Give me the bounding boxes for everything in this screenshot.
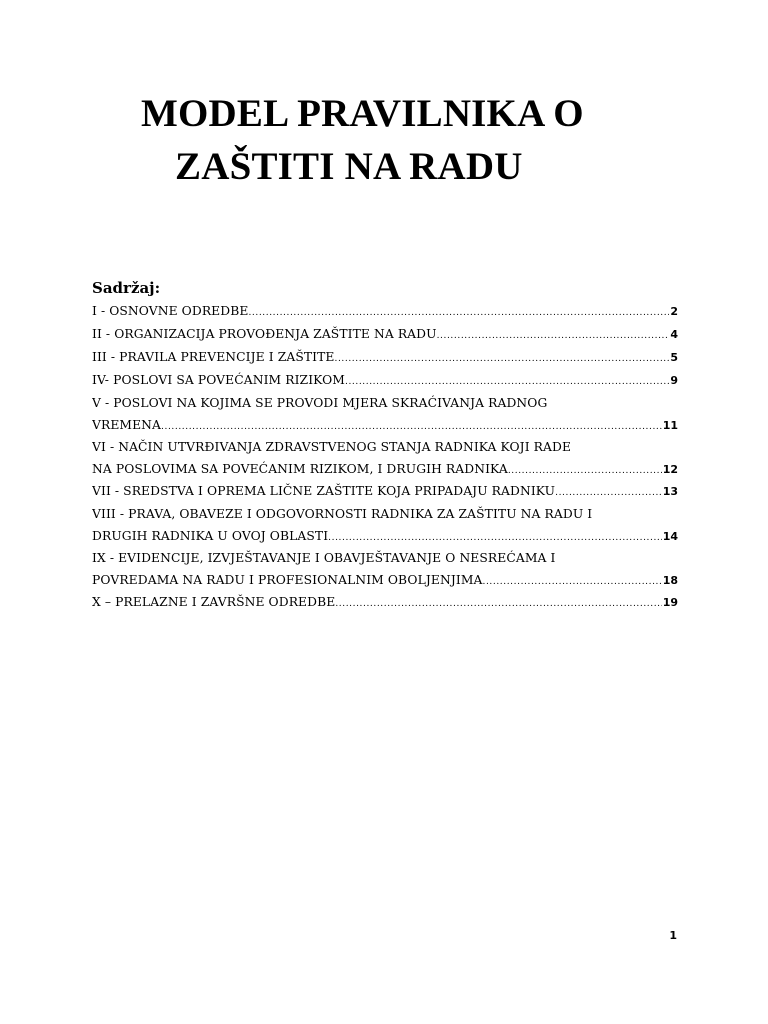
toc-page-number: 5 xyxy=(670,351,678,364)
toc-entry[interactable] xyxy=(92,591,678,613)
toc-entry[interactable] xyxy=(92,369,678,391)
toc-page-number: 4 xyxy=(670,328,678,341)
toc-dot-leader xyxy=(335,593,661,613)
page-number: 1 xyxy=(669,929,677,942)
toc-entry[interactable] xyxy=(92,323,678,345)
toc-entry[interactable] xyxy=(92,436,678,480)
toc-entry[interactable] xyxy=(92,480,678,502)
toc-entry-text: DRUGIH RADNIKA U OVOJ OBLASTI xyxy=(92,529,329,543)
toc-entry[interactable] xyxy=(92,392,678,436)
toc-page-number: 13 xyxy=(662,485,678,498)
toc-entry[interactable] xyxy=(92,503,678,547)
toc-dot-leader xyxy=(248,302,669,322)
toc-entry-text: VI - NAČIN UTVRĐIVANJA ZDRAVSTVENOG STANJA RADNIKA KOJI RADE xyxy=(92,440,572,454)
toc-dot-leader xyxy=(483,571,662,591)
toc-entry[interactable] xyxy=(92,300,678,322)
toc-entry-text: IX - EVIDENCIJE, IZVJEŠTAVANJE I OBAVJEŠTAVANJE O NESREĆAMA I xyxy=(92,551,556,565)
toc-entry-text: VII - SREDSTVA I OPREMA LIČNE ZAŠTITE KOJA PRIPADAJU RADNIKU xyxy=(92,484,556,498)
toc-dot-leader xyxy=(437,325,670,345)
toc-entry[interactable] xyxy=(92,547,678,591)
toc-entry[interactable] xyxy=(92,346,678,368)
toc-entry-text: I - OSNOVNE ODREDBE xyxy=(92,304,249,318)
toc-entry-text: IV- POSLOVI SA POVEĆANIM RIZIKOM xyxy=(92,373,345,387)
document-title-line-1: MODEL PRAVILNIKA O xyxy=(141,92,584,135)
toc-dot-leader xyxy=(161,416,662,436)
toc-dot-leader xyxy=(508,460,662,480)
toc-entry-text: VREMENA xyxy=(92,418,162,432)
toc-page-number: 11 xyxy=(662,419,678,432)
toc-entry-text: III - PRAVILA PREVENCIJE I ZAŠTITE xyxy=(92,350,335,364)
toc-entry-text: II - ORGANIZACIJA PROVOĐENJA ZAŠTITE NA RADU xyxy=(92,327,437,341)
toc-page-number: 2 xyxy=(670,305,678,318)
toc-page-number: 19 xyxy=(662,596,678,609)
toc-entry-text: X – PRELAZNE I ZAVRŠNE ODREDBE xyxy=(92,595,336,609)
toc-dot-leader xyxy=(555,482,662,502)
toc-dot-leader xyxy=(345,371,669,391)
document-title-line-2: ZAŠTITI NA RADU xyxy=(175,145,523,188)
toc-dot-leader xyxy=(335,348,670,368)
toc-entry-text: VIII - PRAVA, OBAVEZE I ODGOVORNOSTI RADNIKA ZA ZAŠTITU NA RADU I xyxy=(92,507,593,521)
toc-dot-leader xyxy=(328,527,662,547)
table-of-contents xyxy=(92,300,678,614)
toc-page-number: 9 xyxy=(670,374,678,387)
toc-heading: Sadržaj: xyxy=(92,279,161,297)
toc-page-number: 12 xyxy=(662,463,678,476)
toc-entry-text: V - POSLOVI NA KOJIMA SE PROVODI MJERA SKRAĆIVANJA RADNOG xyxy=(92,396,548,410)
toc-entry-text: POVREDAMA NA RADU I PROFESIONALNIM OBOLJENJIMA xyxy=(92,573,483,587)
toc-page-number: 14 xyxy=(662,530,678,543)
toc-page-number: 18 xyxy=(662,574,678,587)
toc-entry-text: NA POSLOVIMA SA POVEĆANIM RIZIKOM, I DRUGIH RADNIKA xyxy=(92,462,508,476)
